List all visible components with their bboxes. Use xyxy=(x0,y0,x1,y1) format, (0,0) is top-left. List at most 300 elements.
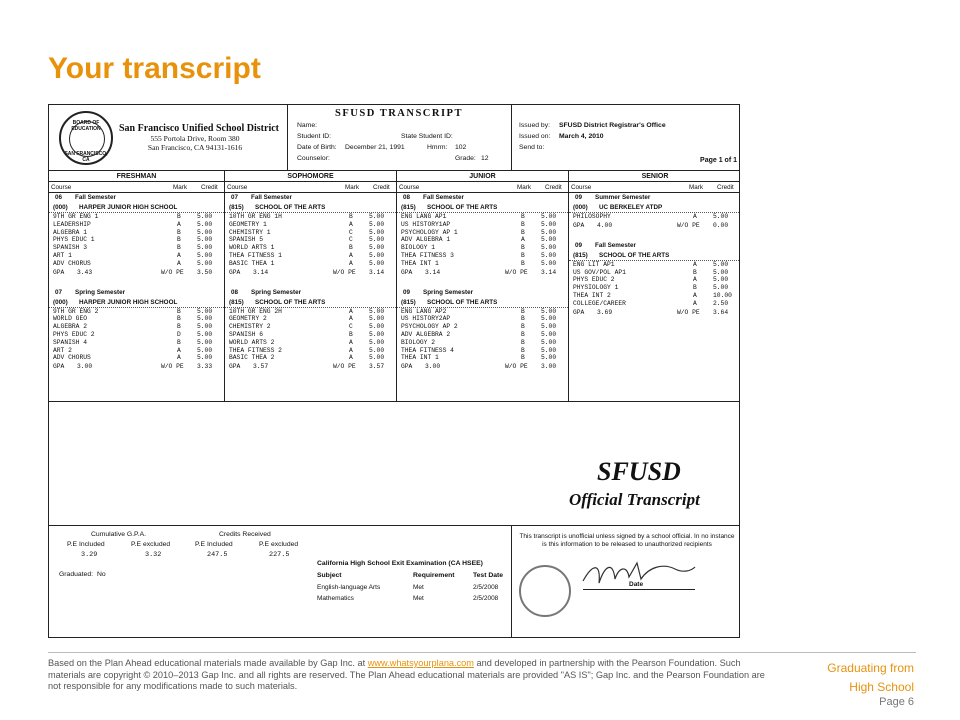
term-code: 09 xyxy=(575,194,583,201)
gpa-pe-included-label: P.E Included xyxy=(67,541,105,548)
wope-label: W/O PE xyxy=(677,308,700,316)
address-line-1: 555 Portola Drive, Room 380 xyxy=(150,134,240,143)
district-seal xyxy=(59,111,113,165)
course-credit: 5.00 xyxy=(197,315,213,323)
year-column-senior xyxy=(569,171,740,401)
course-credit: 5.00 xyxy=(713,284,729,292)
issued-on-label: Issued on: xyxy=(519,133,551,140)
course-credit: 5.00 xyxy=(197,346,213,354)
term-code: 09 xyxy=(403,288,411,296)
wope-value: 3.50 xyxy=(197,268,213,276)
issued-by-label: Issued by: xyxy=(519,122,550,129)
course-name: THEA INT 2 xyxy=(573,291,611,299)
semester-name: Spring Semester xyxy=(423,288,474,296)
course-mark: B xyxy=(177,213,181,220)
course-credit: 5.00 xyxy=(541,315,557,323)
school-row xyxy=(397,203,568,213)
course-row xyxy=(49,252,224,260)
course-name: PHYS EDUC 2 xyxy=(573,276,615,284)
course-name: 9TH GR ENG 2 xyxy=(53,307,99,315)
course-name: 9TH GR ENG 1 xyxy=(53,213,99,220)
grade-label: Grade: xyxy=(455,155,476,162)
credit-header: Credit xyxy=(373,184,390,191)
course-row xyxy=(397,229,568,237)
gpa-label: GPA xyxy=(53,268,65,276)
course-row xyxy=(225,229,396,237)
course-row xyxy=(225,244,396,252)
course-row xyxy=(569,300,740,308)
course-name: WORLD ARTS 2 xyxy=(229,338,275,346)
block-gap xyxy=(225,278,396,288)
course-mark: A xyxy=(349,346,353,354)
credits-label: Credits Received xyxy=(219,531,271,538)
course-credit: 10.00 xyxy=(713,291,732,299)
course-row xyxy=(569,284,740,292)
course-credit: 5.00 xyxy=(197,251,213,259)
hmrm-value: 102 xyxy=(455,144,467,151)
course-name: SPANISH 3 xyxy=(53,244,88,252)
term-code: 08 xyxy=(403,194,411,201)
course-name: THEA INT 1 xyxy=(401,259,439,267)
transcript-header xyxy=(49,105,740,171)
year-heading: JUNIOR xyxy=(397,171,568,182)
course-name: THEA FITNESS 1 xyxy=(229,251,282,259)
school-code: (815) xyxy=(401,204,416,211)
cahsee-subject-header: Subject xyxy=(317,572,342,579)
transcript-title: SFUSD TRANSCRIPT xyxy=(335,108,463,119)
course-mark: A xyxy=(693,260,697,268)
cahsee-title: California High School Exit Examination (CA HSEE) xyxy=(317,560,483,567)
disclaimer-link[interactable]: www.whatsyourplana.com xyxy=(367,658,474,668)
course-row xyxy=(397,213,568,221)
semester-name: Summer Semester xyxy=(595,194,651,201)
course-mark: A xyxy=(349,220,353,228)
course-name: PSYCHOLOGY AP 2 xyxy=(401,323,458,331)
mark-header: Mark xyxy=(517,184,531,191)
course-credit: 5.00 xyxy=(197,323,213,331)
school-code: (000) xyxy=(53,204,68,211)
wope-label: W/O PE xyxy=(161,268,184,276)
block-gap xyxy=(569,231,740,241)
gpa-row xyxy=(397,362,568,372)
dob-label: Date of Birth: xyxy=(297,144,337,151)
school-name: HARPER JUNIOR HIGH SCHOOL xyxy=(79,204,178,211)
course-name: GEOMETRY 1 xyxy=(229,220,267,228)
slide-title: Your transcript xyxy=(48,52,261,85)
course-row xyxy=(569,269,740,277)
course-credit: 5.00 xyxy=(369,259,385,267)
school-name: SCHOOL OF THE ARTS xyxy=(255,298,326,306)
course-mark: B xyxy=(521,354,525,362)
course-credit: 5.00 xyxy=(369,354,385,362)
school-name: SCHOOL OF THE ARTS xyxy=(427,204,498,211)
course-mark: A xyxy=(693,276,697,284)
term-code: 07 xyxy=(231,194,239,201)
course-mark: B xyxy=(349,330,353,338)
school-name: HARPER JUNIOR HIGH SCHOOL xyxy=(79,298,178,306)
course-mark: A xyxy=(177,220,181,228)
course-credit: 5.00 xyxy=(197,244,213,252)
course-row xyxy=(225,339,396,347)
cahsee-requirement: Met xyxy=(413,584,424,591)
school-row xyxy=(225,203,396,213)
semester-name: Spring Semester xyxy=(75,288,126,296)
wope-value: 3.00 xyxy=(541,363,557,371)
course-name: CHEMISTRY 1 xyxy=(229,228,271,236)
dob-value: December 21, 1991 xyxy=(345,144,405,151)
course-credit: 5.00 xyxy=(541,259,557,267)
credits-pe-included-label: P.E Included xyxy=(195,541,233,548)
course-mark: C xyxy=(349,236,353,244)
course-name: BASIC THEA 1 xyxy=(229,259,275,267)
course-name: SPANISH 6 xyxy=(229,330,264,338)
course-mark: A xyxy=(177,259,181,267)
cum-gpa-label: Cumulative G.P.A. xyxy=(91,531,147,538)
wope-value: 3.14 xyxy=(541,268,557,276)
wope-label: W/O PE xyxy=(677,221,700,229)
semester-name: Spring Semester xyxy=(251,288,302,296)
hmrm-label: Hmrm: xyxy=(427,144,448,151)
school-row xyxy=(225,298,396,308)
semester-row xyxy=(569,241,740,251)
course-name: LEADERSHIP xyxy=(53,220,91,228)
gpa-label: GPA xyxy=(401,363,413,371)
state-id-label: State Student ID: xyxy=(401,133,453,140)
wope-label: W/O PE xyxy=(505,363,528,371)
semester-row xyxy=(569,193,740,203)
school-name: SCHOOL OF THE ARTS xyxy=(427,298,498,306)
wope-label: W/O PE xyxy=(333,268,356,276)
course-mark: A xyxy=(177,251,181,259)
course-name: PHYS EDUC 1 xyxy=(53,236,95,244)
course-name: BASIC THEA 2 xyxy=(229,354,275,362)
credits-excluded-value: 227.5 xyxy=(269,551,290,559)
course-name: BIOLOGY 2 xyxy=(401,338,436,346)
course-credit: 5.00 xyxy=(197,307,213,315)
disclaimer-text: Based on the Plan Ahead educational materials made available by Gap Inc. at xyxy=(48,658,368,668)
page-number: Page 6 xyxy=(879,696,914,708)
course-name: THEA INT 1 xyxy=(401,354,439,362)
course-name: THEA FITNESS 2 xyxy=(229,346,282,354)
course-name: ADV ALGEBRA 2 xyxy=(401,330,451,338)
course-credit: 5.00 xyxy=(369,315,385,323)
year-heading: SENIOR xyxy=(569,171,740,182)
course-mark: B xyxy=(521,338,525,346)
course-row xyxy=(397,260,568,268)
school-row xyxy=(569,251,740,261)
course-mark: A xyxy=(521,236,525,244)
course-row xyxy=(49,339,224,347)
school-code: (815) xyxy=(229,204,244,211)
course-row xyxy=(225,260,396,268)
course-mark: A xyxy=(349,259,353,267)
disclaimer-text-2: and developed in partnership with the Pearson Foundation. Such materials are copyright © 2010–2013 Gap Inc. and all rights are reserved. The Plan Ahead educational materials are provided "AS IS"; Gap Inc. and the Pearson Foundation are not responsible for any modifications made to such materials. xyxy=(48,658,765,691)
course-mark: C xyxy=(349,228,353,236)
course-row xyxy=(49,236,224,244)
gpa-row xyxy=(225,268,396,278)
seal-bottom-text: SAN FRANCISCO, CA xyxy=(64,151,108,163)
credit-header: Credit xyxy=(201,184,218,191)
course-credit: 5.00 xyxy=(713,268,729,276)
course-credit: 5.00 xyxy=(369,338,385,346)
school-name: SCHOOL OF THE ARTS xyxy=(255,204,326,211)
school-row xyxy=(397,298,568,308)
course-row xyxy=(49,308,224,316)
course-mark: B xyxy=(177,236,181,244)
course-mark: B xyxy=(177,323,181,331)
wope-value: 3.64 xyxy=(713,308,729,316)
course-credit: 5.00 xyxy=(541,307,557,315)
cahsee-requirement: Met xyxy=(413,595,424,602)
gpa-row xyxy=(49,362,224,372)
course-row xyxy=(49,315,224,323)
course-mark: A xyxy=(349,354,353,362)
wope-value: 3.33 xyxy=(197,363,213,371)
course-name: 10TH GR ENG 1H xyxy=(229,213,282,220)
course-name: ENG LANG AP1 xyxy=(401,213,447,220)
course-name: SPANISH 4 xyxy=(53,338,88,346)
course-mark: A xyxy=(177,354,181,362)
course-mark: A xyxy=(349,315,353,323)
course-credit: 5.00 xyxy=(197,354,213,362)
course-row xyxy=(397,236,568,244)
course-row xyxy=(397,323,568,331)
course-header: Course xyxy=(399,184,420,191)
wope-value: 3.57 xyxy=(369,363,385,371)
course-credit: 5.00 xyxy=(369,307,385,315)
student-id-label: Student ID: xyxy=(297,133,332,140)
course-mark: B xyxy=(177,315,181,323)
school-name: San Francisco Unified School District xyxy=(119,123,279,134)
gpa-label: GPA xyxy=(229,268,241,276)
course-credit: 5.00 xyxy=(541,251,557,259)
course-credit: 5.00 xyxy=(369,323,385,331)
gpa-value: 3.14 xyxy=(253,268,269,276)
gpa-label: GPA xyxy=(229,363,241,371)
course-mark: A xyxy=(693,291,697,299)
cahsee-date-header: Test Date xyxy=(473,572,504,579)
gpa-label: GPA xyxy=(401,268,413,276)
wope-value: 3.14 xyxy=(369,268,385,276)
course-row xyxy=(225,213,396,221)
course-credit: 5.00 xyxy=(541,338,557,346)
term-code: 06 xyxy=(55,194,63,201)
cahsee-requirement-header: Requirement xyxy=(413,572,455,579)
course-mark: A xyxy=(349,251,353,259)
cahsee-date: 2/5/2008 xyxy=(473,584,499,591)
course-name: ADV CHORUS xyxy=(53,259,91,267)
gpa-label: GPA xyxy=(573,308,585,316)
course-row xyxy=(49,213,224,221)
gpa-label: GPA xyxy=(53,363,65,371)
course-credit: 2.50 xyxy=(713,299,729,307)
course-mark: B xyxy=(177,228,181,236)
semester-row xyxy=(397,288,568,298)
course-credit: 5.00 xyxy=(197,213,213,220)
course-row xyxy=(225,252,396,260)
gpa-included-value: 3.29 xyxy=(81,551,98,559)
gpa-pe-excluded-label: P.E excluded xyxy=(131,541,171,548)
grade-value: 12 xyxy=(481,155,489,162)
course-name: ART 2 xyxy=(53,346,72,354)
course-name: THEA FITNESS 3 xyxy=(401,251,454,259)
course-credit: 5.00 xyxy=(541,236,557,244)
course-credit: 5.00 xyxy=(541,244,557,252)
course-mark: B xyxy=(521,346,525,354)
wope-label: W/O PE xyxy=(161,363,184,371)
course-mark: B xyxy=(177,307,181,315)
course-credit: 5.00 xyxy=(197,338,213,346)
course-row xyxy=(49,347,224,355)
course-name: ART 1 xyxy=(53,251,72,259)
disclaimer xyxy=(48,658,780,693)
school-name: UC BERKELEY ATDP xyxy=(599,204,663,211)
course-credit: 5.00 xyxy=(713,276,729,284)
course-row xyxy=(49,244,224,252)
counselor-label: Counselor: xyxy=(297,155,330,162)
course-mark: B xyxy=(349,213,353,220)
course-credit: 5.00 xyxy=(541,213,557,220)
column-headers xyxy=(397,182,568,193)
issued-by-value: SFUSD District Registrar's Office xyxy=(559,122,666,129)
course-name: ENG LANG AP2 xyxy=(401,307,447,315)
course-name: CHEMISTRY 2 xyxy=(229,323,271,331)
course-name: WORLD GEO xyxy=(53,315,88,323)
course-row xyxy=(225,323,396,331)
name-label: Name: xyxy=(297,122,318,129)
course-row xyxy=(397,347,568,355)
course-credit: 5.00 xyxy=(369,236,385,244)
course-row xyxy=(397,308,568,316)
gpa-row xyxy=(49,268,224,278)
seal-top-text: BOARD OF EDUCATION xyxy=(71,120,101,132)
mark-header: Mark xyxy=(689,184,703,191)
course-credit: 5.00 xyxy=(369,228,385,236)
course-credit: 5.00 xyxy=(197,330,213,338)
grade-band xyxy=(49,171,740,401)
course-credit: 5.00 xyxy=(369,330,385,338)
course-row xyxy=(569,213,740,221)
course-row xyxy=(569,276,740,284)
course-credit: 5.00 xyxy=(369,213,385,220)
course-name: PHILOSOPHY xyxy=(573,213,611,220)
course-mark: B xyxy=(177,244,181,252)
semester-name: Fall Semester xyxy=(423,194,464,201)
course-name: BIOLOGY 1 xyxy=(401,244,436,252)
course-row xyxy=(49,221,224,229)
year-column-sophomore xyxy=(225,171,397,401)
course-row xyxy=(225,308,396,316)
school-code: (000) xyxy=(53,298,68,306)
course-credit: 5.00 xyxy=(369,244,385,252)
course-mark: B xyxy=(349,244,353,252)
credit-header: Credit xyxy=(717,184,734,191)
course-credit: 5.00 xyxy=(197,236,213,244)
term-code: 07 xyxy=(55,288,63,296)
sfusd-stamp: SFUSD xyxy=(597,457,681,486)
course-mark: A xyxy=(177,346,181,354)
course-row xyxy=(225,331,396,339)
course-mark: B xyxy=(177,338,181,346)
course-row xyxy=(397,244,568,252)
course-credit: 5.00 xyxy=(197,259,213,267)
gpa-row xyxy=(569,221,740,231)
course-mark: B xyxy=(521,220,525,228)
course-mark: A xyxy=(693,213,697,220)
course-credit: 5.00 xyxy=(541,323,557,331)
course-name: PHYS EDUC 2 xyxy=(53,330,95,338)
course-credit: 5.00 xyxy=(541,354,557,362)
course-row xyxy=(225,315,396,323)
gpa-row xyxy=(397,268,568,278)
course-mark: B xyxy=(693,268,697,276)
school-code: (815) xyxy=(229,298,244,306)
course-row xyxy=(397,315,568,323)
school-code: (815) xyxy=(401,298,416,306)
school-row xyxy=(49,298,224,308)
course-name: GEOMETRY 2 xyxy=(229,315,267,323)
column-headers xyxy=(49,182,224,193)
course-row xyxy=(397,221,568,229)
course-credit: 5.00 xyxy=(541,330,557,338)
gpa-value: 3.57 xyxy=(253,363,269,371)
course-credit: 5.00 xyxy=(541,346,557,354)
semester-row xyxy=(225,193,396,203)
course-mark: B xyxy=(521,228,525,236)
course-credit: 5.00 xyxy=(541,220,557,228)
brand-line-1: Graduating from xyxy=(827,661,914,675)
course-header: Course xyxy=(227,184,248,191)
course-row xyxy=(225,347,396,355)
course-mark: B xyxy=(521,213,525,220)
page-of: Page 1 of 1 xyxy=(700,157,737,164)
wope-value: 0.00 xyxy=(713,221,729,229)
semester-row xyxy=(49,288,224,298)
school-row xyxy=(569,203,740,213)
gpa-value: 4.00 xyxy=(597,221,613,229)
course-row xyxy=(225,221,396,229)
school-code: (000) xyxy=(573,204,588,211)
course-credit: 5.00 xyxy=(369,251,385,259)
course-name: ALGEBRA 2 xyxy=(53,323,88,331)
course-name: 10TH GR ENG 2H xyxy=(229,307,282,315)
graduated-label: Graduated: xyxy=(59,571,94,578)
course-row xyxy=(225,236,396,244)
course-row xyxy=(397,354,568,362)
course-credit: 5.00 xyxy=(541,228,557,236)
course-row xyxy=(397,252,568,260)
unofficial-note: This transcript is unofficial unless signed by a school official. In no instance is this information to be released to unauthorized recipients xyxy=(519,533,735,548)
course-name: US GOV/POL AP1 xyxy=(573,268,626,276)
course-mark: B xyxy=(521,315,525,323)
year-column-junior xyxy=(397,171,569,401)
term-code: 08 xyxy=(231,288,239,296)
course-name: US HISTORY1AP xyxy=(401,220,451,228)
school-address xyxy=(119,134,271,152)
gpa-value: 3.43 xyxy=(77,268,93,276)
gpa-row xyxy=(569,308,740,318)
school-name: SCHOOL OF THE ARTS xyxy=(599,251,670,259)
term-code: 09 xyxy=(575,241,583,249)
course-row xyxy=(397,331,568,339)
gpa-value: 3.00 xyxy=(425,363,441,371)
graduated-value: No xyxy=(97,571,106,578)
wope-label: W/O PE xyxy=(505,268,528,276)
course-mark: B xyxy=(693,284,697,292)
block-gap xyxy=(49,278,224,288)
course-row xyxy=(49,260,224,268)
school-stamp-seal xyxy=(519,565,571,617)
